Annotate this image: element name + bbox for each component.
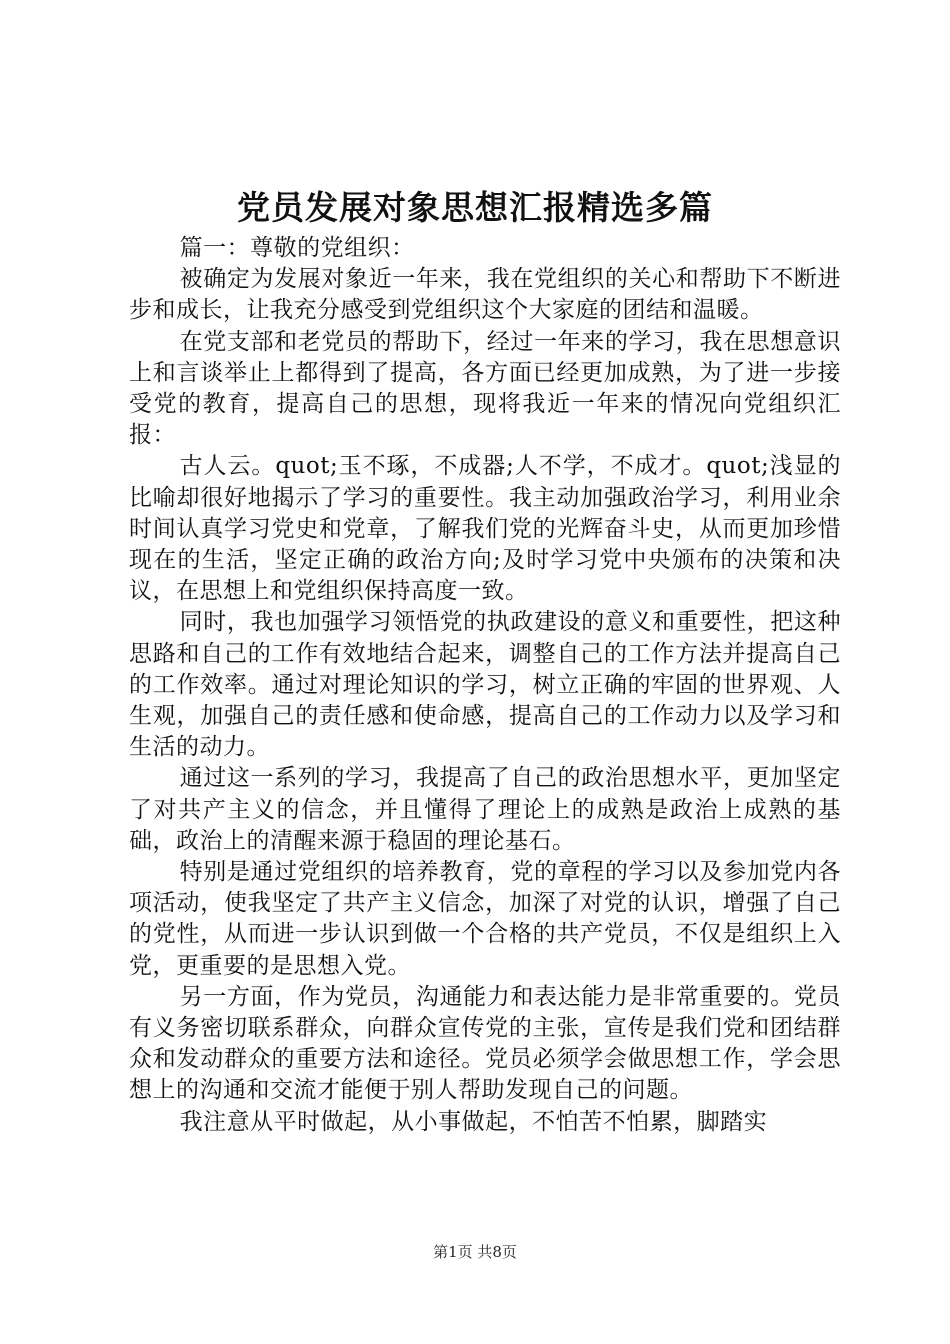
paragraph: 通过这一系列的学习，我提高了自己的政治思想水平，更加坚定了对共产主义的信念，并且懂得了理论上的成熟是政治上成熟的基础，政治上的清醒来源于稳固的理论基石。 [129, 765, 841, 854]
page-number-footer: 第1页 共8页 [433, 1243, 517, 1261]
paragraph: 在党支部和老党员的帮助下，经过一年来的学习，我在思想意识上和言谈举止上都得到了提高，各方面已经更加成熟，为了进一步接受党的教育，提高自己的思想，现将我近一年来的情况向党组织汇报： [129, 328, 841, 449]
paragraph-salutation: 篇一：尊敬的党组织： [179, 235, 415, 261]
document-body [129, 233, 841, 1138]
paragraph: 古人云。quot;玉不琢，不成器;人不学，不成才。quot;浅显的比喻却很好地揭示了学习的重要性。我主动加强政治学习，利用业余时间认真学习党史和党章，了解我们党的光辉奋斗史，从而更加珍惜现在的生活，坚定正确的政治方向;及时学习党中央颁布的决策和决议，在思想上和党组织保持高度一致。 [129, 453, 841, 605]
paragraph: 被确定为发展对象近一年来，我在党组织的关心和帮助下不断进步和成长，让我充分感受到党组织这个大家庭的团结和温暖。 [129, 266, 841, 324]
paragraph: 特别是通过党组织的培养教育，党的章程的学习以及参加党内各项活动，使我坚定了共产主义信念，加深了对党的认识，增强了自己的党性，从而进一步认识到做一个合格的共产党员，不仅是组织上入党，更重要的是思想入党。 [129, 859, 841, 979]
paragraph: 同时，我也加强学习领悟党的执政建设的意义和重要性，把这种思路和自己的工作有效地结合起来，调整自己的工作方法并提高自己的工作效率。通过对理论知识的学习，树立正确的牢固的世界观、人生观，加强自己的责任感和使命感，提高自己的工作动力以及学习和生活的动力。 [129, 609, 841, 761]
document-title: 党员发展对象思想汇报精选多篇 [237, 188, 713, 227]
paragraph: 我注意从平时做起，从小事做起，不怕苦不怕累，脚踏实 [179, 1108, 768, 1135]
paragraph: 另一方面，作为党员，沟通能力和表达能力是非常重要的。党员有义务密切联系群众，向群众宣传党的主张，宣传是我们党和团结群众和发动群众的重要方法和途径。党员必须学会做思想工作，学会思想上的沟通和交流才能便于别人帮助发现自己的问题。 [129, 983, 841, 1104]
